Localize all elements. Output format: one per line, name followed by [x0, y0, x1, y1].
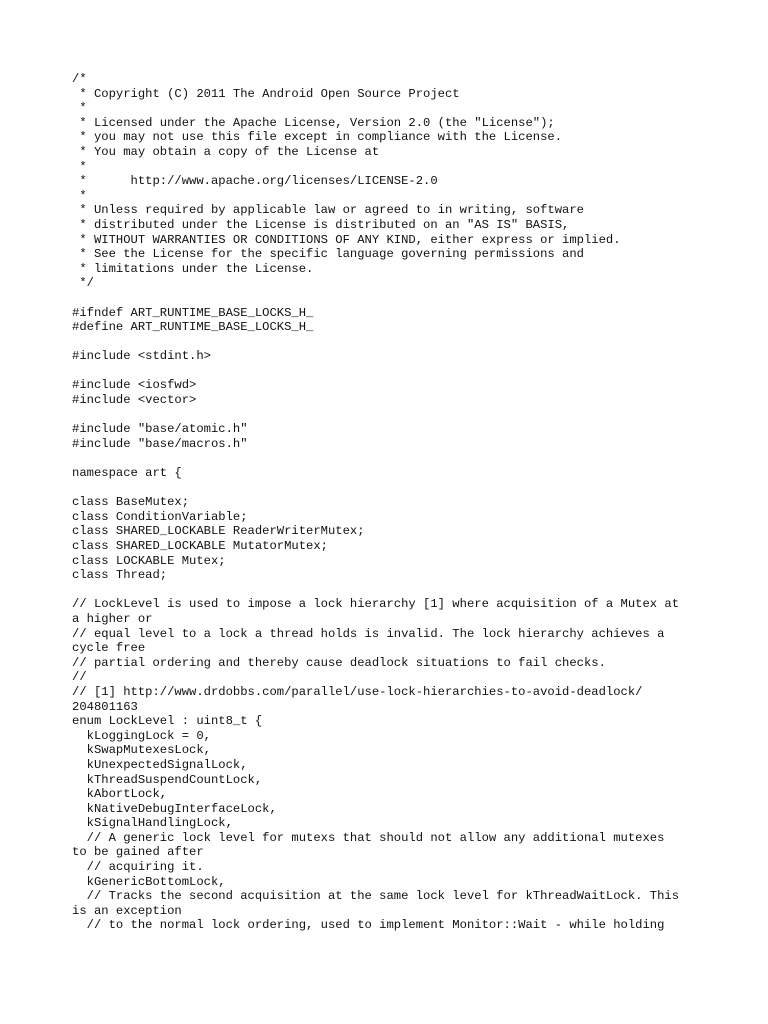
code-line: * WITHOUT WARRANTIES OR CONDITIONS OF ANY KIND, either express or implied.: [72, 232, 621, 247]
code-line: kLoggingLock = 0,: [72, 728, 211, 743]
code-line: // [1] http://www.drdobbs.com/parallel/use-lock-hierarchies-to-avoid-deadlock/: [72, 684, 643, 699]
code-page: [72, 72, 712, 933]
code-line: [72, 451, 712, 466]
code-line: * distributed under the License is distributed on an "AS IS" BASIS,: [72, 217, 570, 232]
code-line: // acquiring it.: [72, 860, 204, 875]
code-line: kUnexpectedSignalLock,: [72, 757, 248, 772]
code-line: [72, 481, 712, 496]
code-line: * Licensed under the Apache License, Version 2.0 (the "License");: [72, 115, 555, 130]
code-line: #ifndef ART_RUNTIME_BASE_LOCKS_H_: [72, 305, 314, 320]
code-line: [72, 335, 712, 350]
code-line: [72, 364, 712, 379]
code-line: /*: [72, 72, 87, 86]
code-line: to be gained after: [72, 845, 204, 860]
code-line: kThreadSuspendCountLock,: [72, 772, 263, 787]
code-line: #include <vector>: [72, 393, 197, 408]
code-line: #include "base/macros.h": [72, 436, 248, 451]
code-line: *: [72, 159, 87, 174]
code-line: kSwapMutexesLock,: [72, 743, 211, 758]
code-line: * http://www.apache.org/licenses/LICENSE-2.0: [72, 174, 438, 189]
code-line: cycle free: [72, 641, 146, 656]
code-line: * limitations under the License.: [72, 261, 314, 276]
code-line: * Unless required by applicable law or agreed to in writing, software: [72, 203, 584, 218]
code-line: kNativeDebugInterfaceLock,: [72, 801, 277, 816]
code-line: kAbortLock,: [72, 787, 168, 802]
code-line: #include <iosfwd>: [72, 378, 197, 393]
code-line: // Tracks the second acquisition at the same lock level for kThreadWaitLock. This: [72, 889, 680, 904]
code-line: #include <stdint.h>: [72, 349, 211, 364]
code-line: * Copyright (C) 2011 The Android Open Source Project: [72, 86, 460, 101]
code-line: kGenericBottomLock,: [72, 874, 226, 889]
code-line: kSignalHandlingLock,: [72, 816, 233, 831]
code-line: // to the normal lock ordering, used to implement Monitor::Wait - while holding: [72, 918, 665, 933]
code-line: * You may obtain a copy of the License at: [72, 144, 380, 159]
code-line: [72, 583, 712, 598]
code-line: enum LockLevel : uint8_t {: [72, 714, 263, 729]
code-line: #define ART_RUNTIME_BASE_LOCKS_H_: [72, 320, 314, 335]
code-line: // equal level to a lock a thread holds is invalid. The lock hierarchy achieves a: [72, 626, 665, 641]
code-line: //: [72, 670, 87, 685]
code-line: a higher or: [72, 611, 153, 626]
code-line: class Thread;: [72, 568, 168, 583]
code-line: *: [72, 101, 87, 116]
code-line: * you may not use this file except in compliance with the License.: [72, 130, 563, 145]
code-line: [72, 291, 712, 306]
code-line: #include "base/atomic.h": [72, 422, 248, 437]
code-line: // partial ordering and thereby cause deadlock situations to fail checks.: [72, 655, 606, 670]
code-line: *: [72, 188, 87, 203]
code-line: * See the License for the specific language governing permissions and: [72, 247, 584, 262]
code-line: class SHARED_LOCKABLE MutatorMutex;: [72, 539, 328, 553]
code-line: class LOCKABLE Mutex;: [72, 553, 226, 568]
code-line: // A generic lock level for mutexs that should not allow any additional mutexes: [72, 830, 665, 845]
code-line: is an exception: [72, 903, 182, 918]
code-line: 204801163: [72, 699, 138, 714]
code-line: [72, 408, 712, 423]
code-line: class SHARED_LOCKABLE ReaderWriterMutex;: [72, 524, 365, 539]
code-line: namespace art {: [72, 466, 182, 481]
code-line: class BaseMutex;: [72, 495, 190, 510]
code-line: */: [72, 276, 94, 291]
code-line: class ConditionVariable;: [72, 509, 248, 524]
code-line: // LockLevel is used to impose a lock hierarchy [1] where acquisition of a Mutex at: [72, 597, 680, 612]
